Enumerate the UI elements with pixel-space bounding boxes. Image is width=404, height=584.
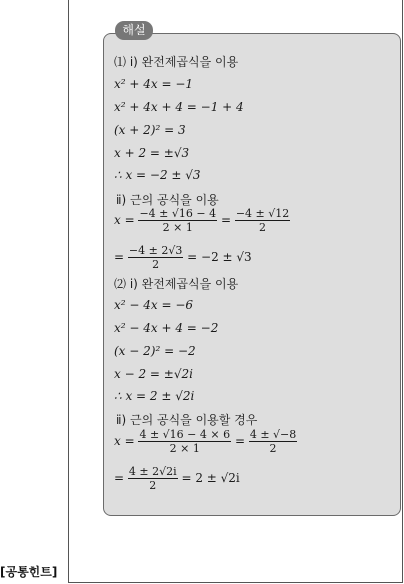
- part1-f2-denominator: 2: [259, 221, 267, 234]
- common-hint-label: [공통힌트]: [0, 565, 58, 579]
- part1-formula-row2: [114, 244, 252, 271]
- part2-f3-numerator: 4 ± 2√2i: [128, 465, 177, 478]
- part1-f3-post: = −2 ± √3: [187, 250, 252, 264]
- part2-f3-denominator: 2: [149, 479, 157, 492]
- part2-formula-row2: [114, 465, 240, 492]
- solution-tag: 해설: [115, 21, 153, 40]
- part2-fraction-2: [249, 428, 297, 455]
- part2-f3-pre: =: [114, 471, 125, 485]
- part2-f3-post: = 2 ± √2i: [181, 471, 240, 485]
- part2-formula-row1: [114, 428, 297, 455]
- part1-f1-equals: =: [220, 213, 231, 227]
- part1-subheading: ⅱ) 근의 공식을 이용: [116, 193, 219, 207]
- part1-line5: ∴ x = −2 ± √3: [114, 168, 201, 182]
- part2-line4: x − 2 = ±√2i: [114, 367, 193, 381]
- part1-line1: x² + 4x = −1: [114, 77, 194, 91]
- part2-f1-denominator: 2 × 1: [169, 442, 200, 455]
- part1-line3: (x + 2)² = 3: [114, 123, 186, 137]
- part2-fraction-3: [128, 465, 178, 492]
- part1-f1-numerator: −4 ± √16 − 4: [139, 207, 217, 220]
- part2-line5: ∴ x = 2 ± √2i: [114, 389, 195, 403]
- part1-fraction-1: [138, 207, 217, 234]
- part1-f1-lhs: x =: [114, 213, 135, 227]
- part2-fraction-1: [138, 428, 231, 455]
- part2-f2-denominator: 2: [269, 442, 277, 455]
- part2-heading: ⑵ ⅰ) 완전제곱식을 이용: [114, 277, 239, 291]
- part2-line3: (x − 2)² = −2: [114, 344, 196, 358]
- part2-f1-numerator: 4 ± √16 − 4 × 6: [139, 428, 231, 441]
- part1-f1-denominator: 2 × 1: [162, 221, 193, 234]
- part1-f3-pre: =: [114, 250, 125, 264]
- part2-f1-equals: =: [234, 434, 245, 448]
- part1-formula-row1: [114, 207, 290, 234]
- part2-subheading: ⅱ) 근의 공식을 이용할 경우: [116, 413, 258, 427]
- part1-fraction-3: [128, 244, 183, 271]
- part2-line2: x² − 4x + 4 = −2: [114, 321, 219, 335]
- part2-line1: x² − 4x = −6: [114, 298, 194, 312]
- part1-heading: ⑴ ⅰ) 완전제곱식을 이용: [114, 55, 239, 69]
- part1-fraction-2: [235, 207, 290, 234]
- part2-f2-numerator: 4 ± √−8: [249, 428, 297, 441]
- part1-f3-denominator: 2: [152, 258, 160, 271]
- part1-line2: x² + 4x + 4 = −1 + 4: [114, 100, 244, 114]
- part1-f2-numerator: −4 ± √12: [235, 207, 290, 220]
- part1-f3-numerator: −4 ± 2√3: [128, 244, 183, 257]
- part2-f1-lhs: x =: [114, 434, 135, 448]
- part1-line4: x + 2 = ±√3: [114, 146, 190, 160]
